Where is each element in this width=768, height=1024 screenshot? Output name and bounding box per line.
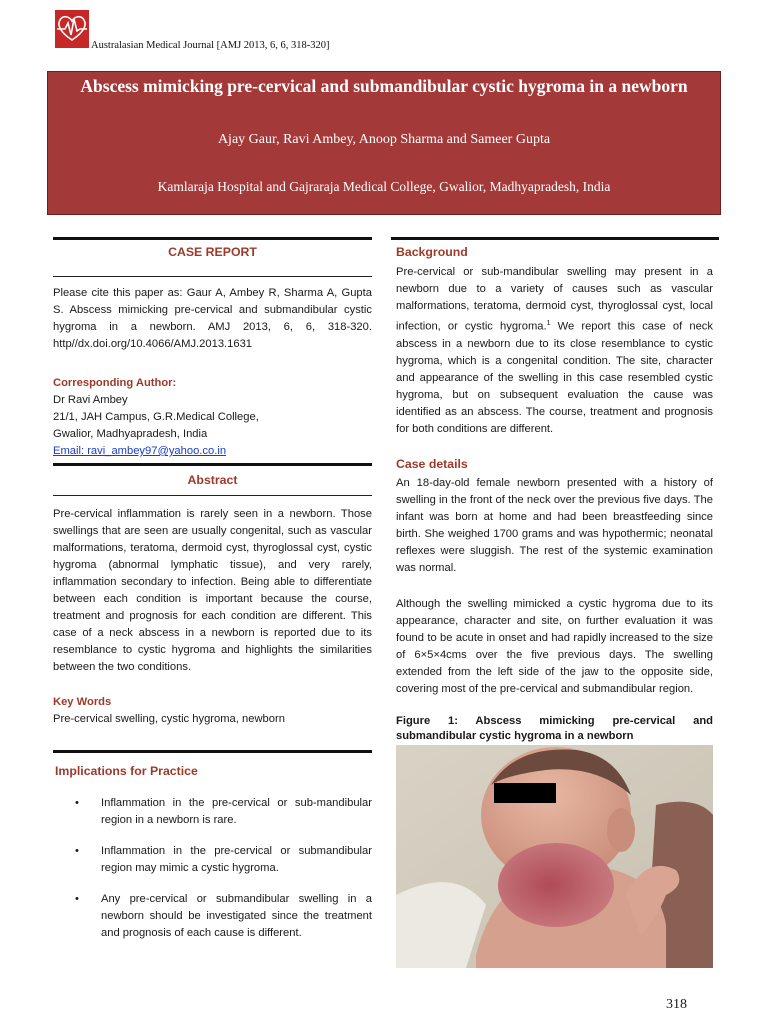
reference-marker: 1 <box>546 320 551 327</box>
implications-list <box>53 795 372 956</box>
corresponding-author-label: Corresponding Author: <box>53 377 177 389</box>
background-heading: Background <box>396 245 468 259</box>
affiliation: Kamlaraja Hospital and Gajraraja Medical College, Gwalior, Madhyapradesh, India <box>157 179 611 194</box>
list-item: • Inflammation in the pre-cervical or sub-mandibular region in a newborn is rare. <box>75 797 372 826</box>
figure-photo <box>396 745 713 968</box>
figure-caption: Figure 1: Abscess mimicking pre-cervical and submandibular cystic hygroma in a newborn <box>396 715 713 742</box>
case-report-heading: CASE REPORT <box>168 245 257 259</box>
heartbeat-icon <box>55 10 89 48</box>
bullet-icon: • <box>75 845 79 857</box>
author-list: Ajay Gaur, Ravi Ambey, Anoop Sharma and Sameer Gupta <box>217 132 551 147</box>
author-address-line: Gwalior, Madhyapradesh, India <box>53 428 208 440</box>
background-text: Pre-cervical or sub-mandibular swelling may present in a newborn due to a variety of causes such as vascular malformations, teratoma, dermoid cyst, thyroglossal cyst, local infection, or cystic hygroma.$^1$ We report this case of neck abscess in a newborn due to its close resemblance to cystic hygroma, which is a congenital condition. The site, character and appearance of the swelling in this case resembled cystic hygroma, but on subsequent evaluation the cause was identified as an abscess. The course, treatment and prognosis for both conditions are different. <box>396 266 713 435</box>
author-name: Dr Ravi Ambey <box>53 394 128 406</box>
list-item: • Inflammation in the pre-cervical or submandibular region may mimic a cystic hygroma. <box>75 845 372 874</box>
bullet-icon: • <box>75 797 79 809</box>
abstract-text: Pre-cervical inflammation is rarely seen in a newborn. Those swellings that are seen are usually congenital, such as vascular malformations, teratoma, dermoid cyst, thyroglossal cyst, cystic hygroma (abnormal lymphatic tissue), and very rarely, inflammation secondary to infection. Being able to differentiate between each condition is important because the course, treatment and prognosis for each condition are different. This case of a neck abscess in a newborn is reported due to its resemblance to cystic hygroma and highlights the similarities between the two conditions. <box>53 508 372 673</box>
divider <box>53 276 372 277</box>
divider <box>391 237 719 240</box>
corresponding-author-block <box>53 375 372 460</box>
journal-citation-line: Australasian Medical Journal [AMJ 2013, 6, 6, 318-320] <box>91 40 330 51</box>
list-item: • Any pre-cervical or submandibular swelling in a newborn should be investigated since the treatment and prognosis of each cause is different. <box>75 893 372 939</box>
keywords-label: Key Words <box>53 696 112 708</box>
divider <box>53 463 372 466</box>
title-banner <box>47 71 721 215</box>
case-details-heading: Case details <box>396 457 468 471</box>
abstract-heading: Abstract <box>187 473 238 487</box>
bullet-icon: • <box>75 893 79 905</box>
journal-logo <box>55 10 89 48</box>
divider <box>53 237 372 240</box>
author-email-link[interactable]: Email: ravi_ambey97@yahoo.co.in <box>53 445 227 457</box>
case-details-paragraph: An 18-day-old female newborn presented with a history of swelling in the front of the neck over the previous five days. The infant was born at home and had been breastfeeding since birth. She weighed 1700 grams and was hypothermic; neonatal reflexes were sluggish. The rest of the systemic examination was normal. <box>396 477 713 574</box>
case-details-paragraph: Although the swelling mimicked a cystic hygroma due to its appearance, character and site, on further evaluation it was found to be acute in onset and had rapidly increased to the size of 6×5×4cms over the five previous days. The swelling extended from the left side of the jaw to the opposite side, covering most of the pre-cervical and submandibular region. <box>396 598 713 695</box>
author-address-line: 21/1, JAH Campus, G.R.Medical College, <box>53 411 259 423</box>
keywords-text: Pre-cervical swelling, cystic hygroma, newborn <box>53 713 285 725</box>
divider <box>53 750 372 753</box>
citation-text: Please cite this paper as: Gaur A, Ambey R, Sharma A, Gupta S. Abscess mimicking pre-cervical and submandibular cystic hygroma in a newborn. AMJ 2013, 6, 6, 318-320. http//dx.doi.org/10.4066/AMJ.2013.1631 <box>53 287 372 350</box>
paper-title: Abscess mimicking pre-cervical and submandibular cystic hygroma in a newborn <box>80 76 688 96</box>
implications-heading: Implications for Practice <box>55 764 198 778</box>
page-number: 318 <box>666 997 687 1012</box>
divider <box>53 495 372 496</box>
newborn-photo-image <box>396 745 713 968</box>
